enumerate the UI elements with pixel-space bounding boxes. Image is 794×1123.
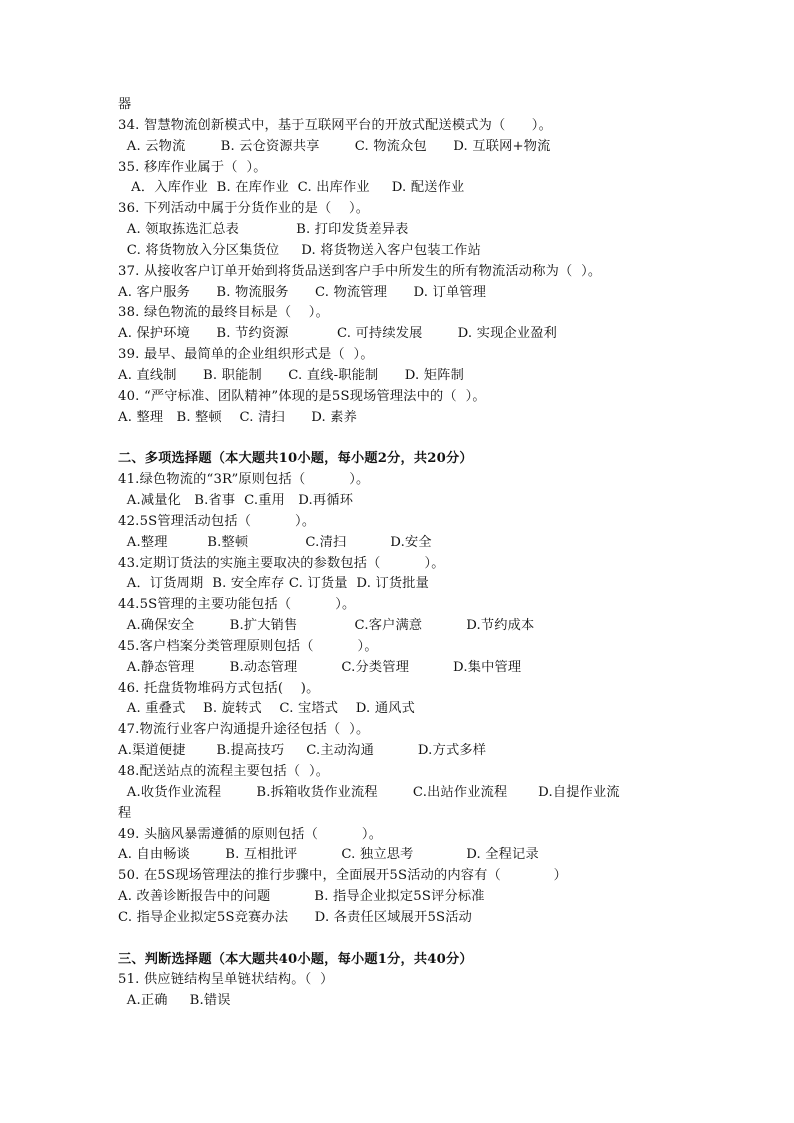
text-line: A．订货周期 B. 安全库存 C. 订货量 D. 订货批量 xyxy=(118,576,430,592)
text-line: A.减量化 B.省事 C.重用 D.再循环 xyxy=(118,493,354,509)
text-line: A.收货作业流程 B.拆箱收货作业流程 C.出站作业流程 D.自提作业流 xyxy=(118,784,620,800)
text-line: 48.配送站点的流程主要包括（ ）。 xyxy=(118,764,330,779)
text-line: A. 重叠式 B. 旋转式 C. 宝塔式 D. 通风式 xyxy=(118,701,416,717)
text-line: 45.客户档案分类管理原则包括（ ）。 xyxy=(118,638,378,654)
text-line: C. 将货物放入分区集货位 D. 将货物送入客户包装工作站 xyxy=(118,242,481,258)
text-line: 46. 托盘货物堆码方式包括( )。 xyxy=(118,680,320,696)
text-line: A. 直线制 B. 职能制 C. 直线-职能制 D. 矩阵制 xyxy=(118,367,465,383)
text-line: 50. 在5S现场管理法的推行步骤中，全面展开5S活动的内容有（ ） xyxy=(118,868,568,884)
text-line: A.渠道便捷 B.提高技巧 C.主动沟通 D.方式多样 xyxy=(118,743,487,759)
blank-line xyxy=(118,429,688,450)
text-line: 35. 移库作业属于（ ）。 xyxy=(118,159,267,175)
text-line: 36. 下列活动中属于分货作业的是（ ）。 xyxy=(118,201,370,217)
section-heading: 二、多项选择题（本大题共10小题，每小题2分，共20分） xyxy=(118,451,473,467)
text-line: 程 xyxy=(118,805,132,821)
text-line: A.静态管理 B.动态管理 C.分类管理 D.集中管理 xyxy=(118,659,522,675)
text-line: 44.5S管理的主要功能包括（ ）。 xyxy=(118,597,356,613)
exam-content xyxy=(118,95,688,1012)
text-line: 37. 从接收客户订单开始到将货品送到客户手中所发生的所有物流活动称为（ ）。 xyxy=(118,263,602,279)
text-line: A. 自由畅谈 B. 互相批评 C. 独立思考 D. 全程记录 xyxy=(118,847,539,863)
text-line: A. 保护环境 B. 节约资源 C. 可持续发展 D. 实现企业盈利 xyxy=(118,326,558,342)
text-line: 47.物流行业客户沟通提升途径包括（ ）。 xyxy=(118,722,370,738)
text-line: 40. “严守标准、团队精神”体现的是5S现场管理法中的（ ）。 xyxy=(118,388,486,404)
text-line: 41.绿色物流的“3R”原则包括（ ）。 xyxy=(118,472,370,488)
section-heading: 三、判断选择题（本大题共40小题，每小题1分，共40分） xyxy=(118,951,473,967)
text-line: C. 指导企业拟定5S竞赛办法 D. 各责任区域展开5S活动 xyxy=(118,909,473,925)
blank-line xyxy=(118,929,688,950)
text-line: 34. 智慧物流创新模式中，基于互联网平台的开放式配送模式为（ ）。 xyxy=(118,117,552,133)
text-line: 49. 头脑风暴需遵循的原则包括（ ）。 xyxy=(118,826,383,842)
text-line: A.正确 B.错误 xyxy=(118,993,231,1009)
text-line: 39. 最早、最简单的企业组织形式是（ ）。 xyxy=(118,347,374,363)
text-line: 38. 绿色物流的最终目标是（ ）。 xyxy=(118,305,329,321)
text-line: A. 改善诊断报告中的问题 B. 指导企业拟定5S评分标准 xyxy=(118,889,485,905)
text-line: 43.定期订货法的实施主要取决的参数包括（ ）。 xyxy=(118,555,445,571)
text-line: A．入库作业 B. 在库作业 C. 出库作业 D. 配送作业 xyxy=(118,180,465,196)
text-line: A. 云物流 B. 云仓资源共享 C. 物流众包 D. 互联网+物流 xyxy=(118,138,551,154)
text-line: 器 xyxy=(118,97,132,112)
text-line: A.整理 B.整顿 C.清扫 D.安全 xyxy=(118,534,432,550)
text-line: A.确保安全 B.扩大销售 C.客户满意 D.节约成本 xyxy=(118,618,535,634)
text-line: 42.5S管理活动包括（ ）。 xyxy=(118,513,316,529)
text-line: A. 客户服务 B. 物流服务 C. 物流管理 D. 订单管理 xyxy=(118,284,487,300)
text-line: A. 整理 B. 整顿 C. 清扫 D. 素养 xyxy=(118,409,358,425)
text-line: 51. 供应链结构呈单链状结构。（ ） xyxy=(118,972,334,988)
text-line: A. 领取拣选汇总表 B. 打印发货差异表 xyxy=(118,222,409,238)
